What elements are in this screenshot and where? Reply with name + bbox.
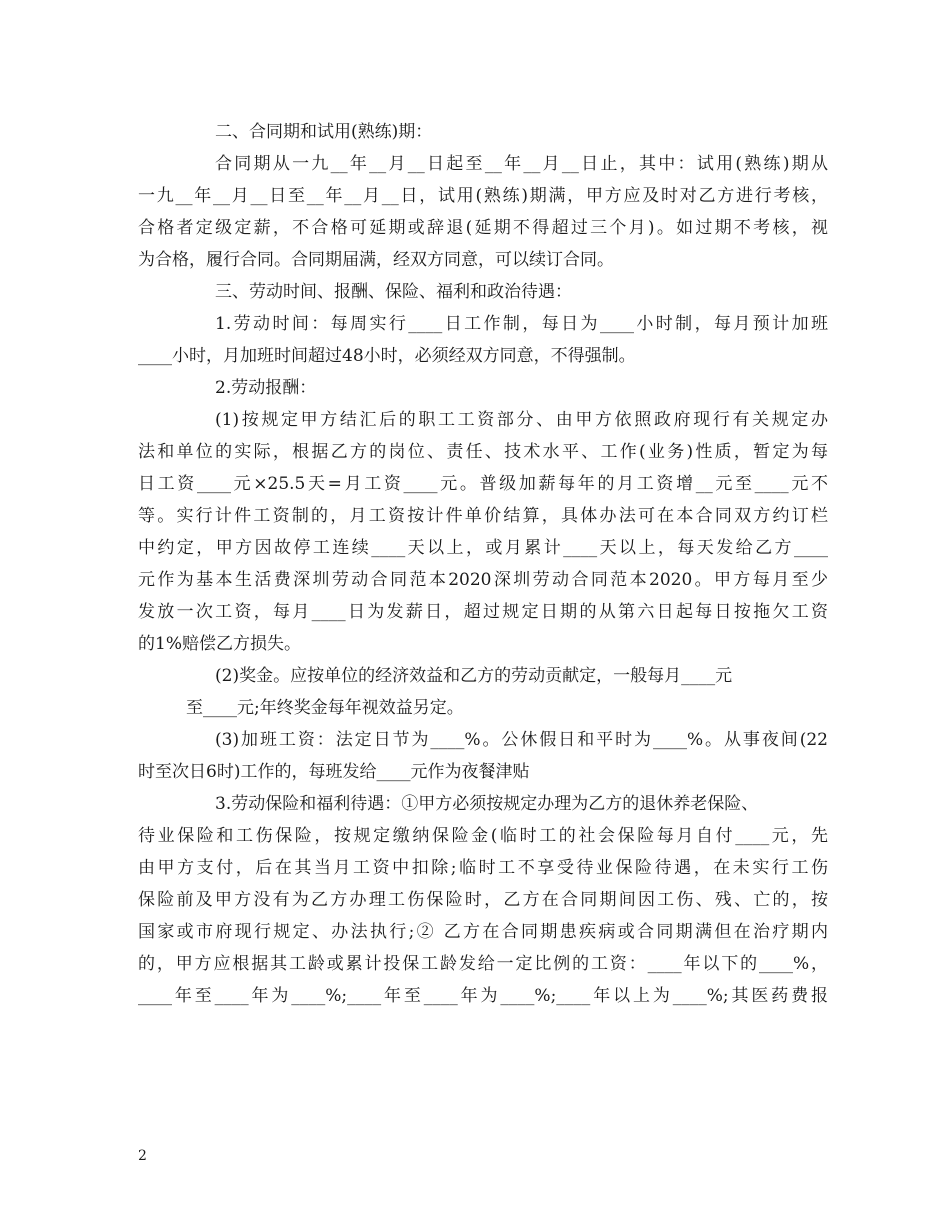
paragraph-line: 至____元;年终奖金每年视效益另定。 — [186, 698, 464, 718]
paragraph-line-bonus: (2)奖金。应按单位的经济效益和乙方的劳动贡献定，一般每月____元 — [215, 666, 733, 686]
paragraph-line: 一九__年__月__日至__年__月__日，试用(熟练)期满，甲方应及时对乙方进行考核， — [138, 186, 828, 206]
paragraph-line: 合同期从一九__年__月__日起至__年__月__日止，其中：试用(熟练)期从 — [215, 154, 828, 174]
paragraph-line-insurance: 3.劳动保险和福利待遇：①甲方必须按规定办理为乙方的退休养老保险、 — [215, 794, 759, 814]
paragraph-line: 1.劳动时间：每周实行____日工作制，每日为____小时制，每月预计加班 — [215, 314, 828, 334]
contract-body — [138, 116, 828, 1012]
paragraph-line: 发放一次工资，每月____日为发薪日，超过规定日期的从第六日起每日按拖欠工资 — [138, 602, 828, 622]
paragraph-line: 法和单位的实际，根据乙方的岗位、责任、技术水平、工作(业务)性质，暂定为每 — [138, 442, 828, 462]
paragraph-line: 中约定，甲方因故停工连续____天以上，或月累计____天以上，每天发给乙方____ — [138, 538, 828, 558]
paragraph-line: 国家或市府现行规定、办法执行;② 乙方在合同期患疾病或合同期满但在治疗期内 — [138, 922, 828, 942]
paragraph-line-overtime-pay: (3)加班工资：法定日节为____%。公休假日和平时为____%。从事夜间(22 — [215, 730, 828, 750]
paragraph-line: 的1%赔偿乙方损失。 — [138, 634, 301, 654]
page-number: 2 — [138, 1148, 147, 1164]
paragraph-line: ____小时，月加班时间超过48小时，必须经双方同意，不得强制。 — [138, 346, 636, 366]
paragraph-line: 时至次日6时)工作的，每班发给____元作为夜餐津贴 — [138, 762, 530, 782]
paragraph-line: 元作为基本生活费深圳劳动合同范本2020深圳劳动合同范本2020。甲方每月至少 — [138, 570, 828, 590]
paragraph-line: 待业保险和工伤保险，按规定缴纳保险金(临时工的社会保险每月自付____元，先 — [138, 826, 828, 846]
paragraph-line: 合格者定级定薪，不合格可延期或辞退(延期不得超过三个月)。如过期不考核，视 — [138, 218, 828, 238]
paragraph-line: 的，甲方应根据其工龄或累计投保工龄发给一定比例的工资：____年以下的____%， — [138, 954, 828, 974]
paragraph-line: 由甲方支付，后在其当月工资中扣除;临时工不享受待业保险待遇，在未实行工伤 — [138, 858, 828, 878]
section-heading-contract-period: 二、合同期和试用(熟练)期： — [215, 122, 433, 142]
paragraph-line: 日工资____元×25.5天=月工资____元。普级加薪每年的月工资增__元至____元不 — [138, 474, 828, 494]
paragraph-line: 等。实行计件工资制的，月工资按计件单价结算，具体办法可在本合同双方约订栏 — [138, 506, 828, 526]
paragraph-line: 保险前及甲方没有为乙方办理工伤保险时，乙方在合同期间因工伤、残、亡的，按 — [138, 890, 828, 910]
section-heading-working-conditions: 三、劳动时间、报酬、保险、福利和政治待遇： — [215, 282, 572, 302]
paragraph-line: ____年至____年为____%;____年至____年为____%;____年以上为____%;其医药费报 — [138, 986, 828, 1006]
subsection-heading-remuneration: 2.劳动报酬： — [215, 378, 317, 398]
paragraph-line: 为合格，履行合同。合同期届满，经双方同意，可以续订合同。 — [138, 250, 614, 270]
paragraph-line: (1)按规定甲方结汇后的职工工资部分、由甲方依照政府现行有关规定办 — [215, 410, 828, 430]
